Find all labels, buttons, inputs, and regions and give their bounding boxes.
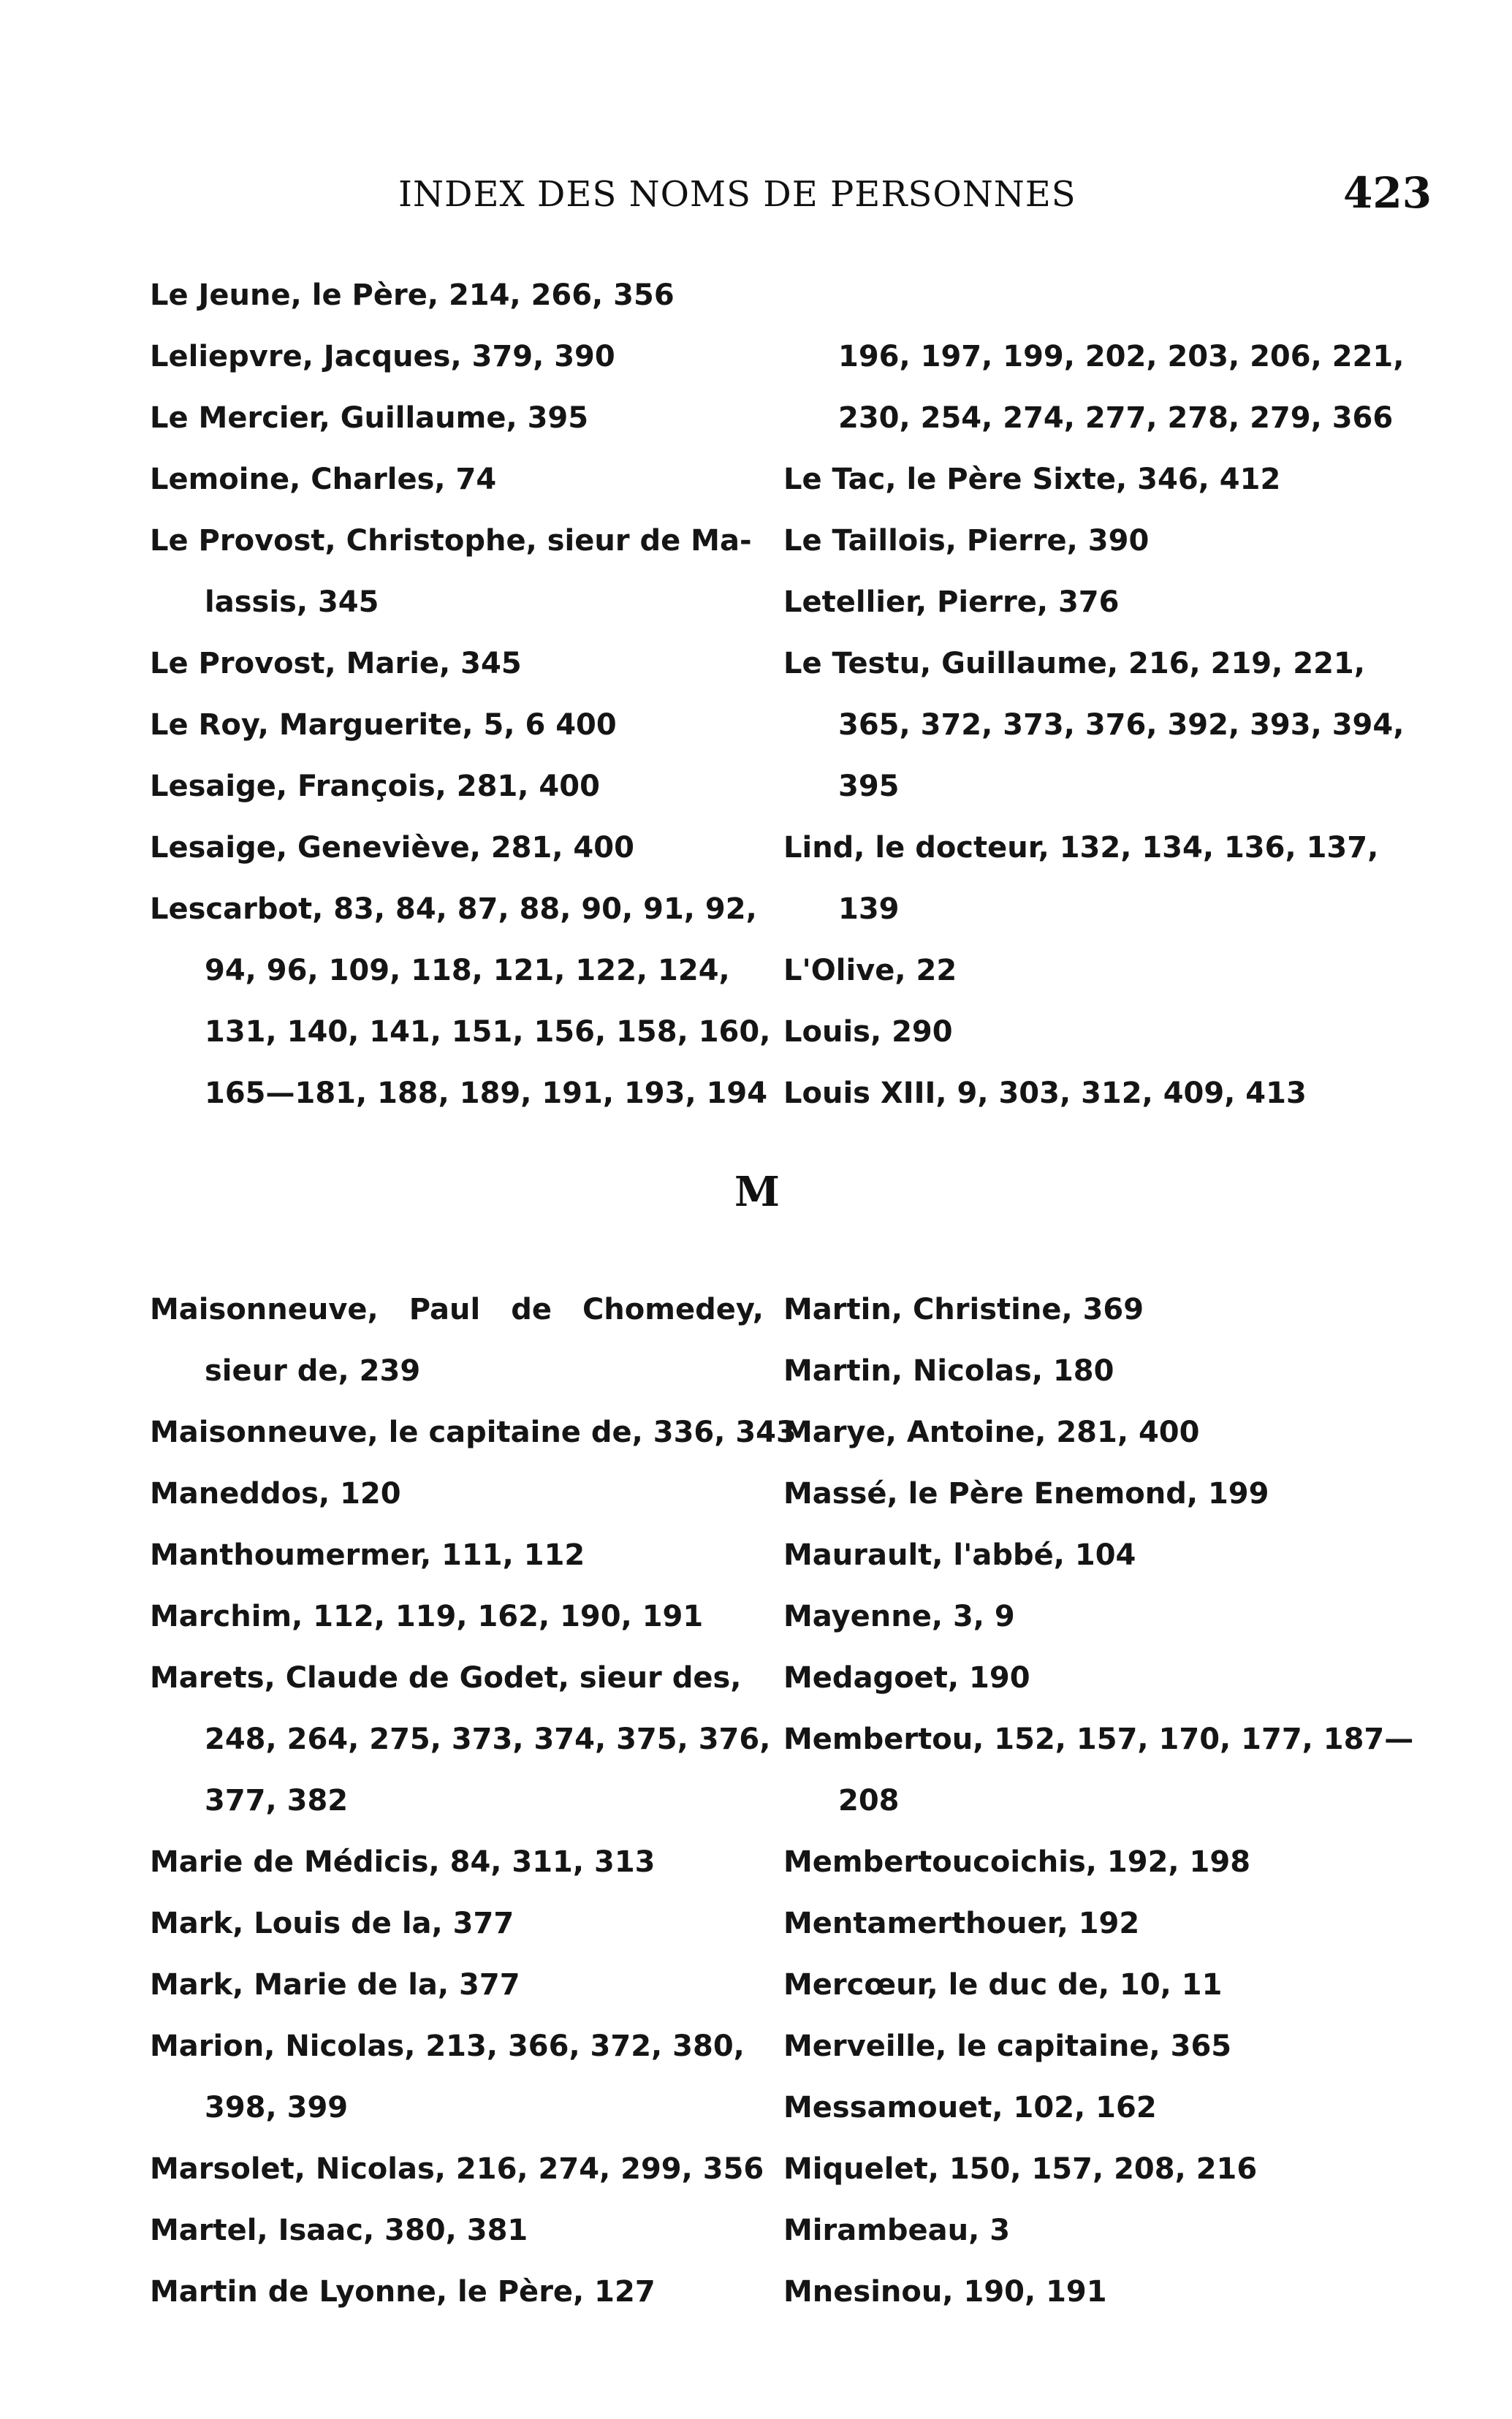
index-entry-continuation: 365, 372, 373, 376, 392, 393, 394, — [838, 708, 1405, 742]
index-entry: Maurault, l'abbé, 104 — [783, 1538, 1136, 1572]
index-entry: Maisonneuve, Paul de Chomedey, — [150, 1293, 764, 1326]
index-entry: Martel, Isaac, 380, 381 — [150, 2214, 528, 2247]
index-entry-continuation: 94, 96, 109, 118, 121, 122, 124, — [205, 954, 730, 987]
index-entry: Marets, Claude de Godet, sieur des, — [150, 1661, 742, 1695]
index-entry: Lescarbot, 83, 84, 87, 88, 90, 91, 92, — [150, 892, 757, 926]
index-entry: Le Provost, Marie, 345 — [150, 647, 522, 680]
index-column-right-m — [783, 1279, 1412, 2323]
index-entry: Louis XIII, 9, 303, 312, 409, 413 — [783, 1076, 1307, 1110]
index-entry: Mercœur, le duc de, 10, 11 — [783, 1968, 1223, 2002]
index-entry-continuation: 139 — [838, 892, 900, 926]
index-column-right-top — [783, 265, 1412, 1124]
index-entry: Martin, Christine, 369 — [783, 1293, 1144, 1326]
index-entry: Le Jeune, le Père, 214, 266, 356 — [150, 278, 675, 312]
index-entry: Le Tac, le Père Sixte, 346, 412 — [783, 463, 1281, 496]
index-entry: Marion, Nicolas, 213, 366, 372, 380, — [150, 2029, 745, 2063]
index-entry-continuation: 395 — [838, 770, 900, 803]
index-entry-continuation: 196, 197, 199, 202, 203, 206, 221, — [838, 340, 1405, 373]
index-entry: Membertoucoichis, 192, 198 — [783, 1845, 1251, 1879]
index-entry: Le Testu, Guillaume, 216, 219, 221, — [783, 647, 1365, 680]
index-entry: Maisonneuve, le capitaine de, 336, 343 — [150, 1416, 797, 1449]
running-title: INDEX DES NOMS DE PERSONNES — [398, 174, 1076, 215]
index-entry-continuation: 398, 399 — [205, 2091, 349, 2124]
index-entry — [783, 265, 1412, 326]
index-entry: Lemoine, Charles, 74 — [150, 463, 497, 496]
index-entry: Merveille, le capitaine, 365 — [783, 2029, 1232, 2063]
index-entry: Martin de Lyonne, le Père, 127 — [150, 2275, 656, 2309]
index-entry: Louis, 290 — [783, 1015, 953, 1049]
index-entry: Mirambeau, 3 — [783, 2214, 1011, 2247]
index-entry: Le Provost, Christophe, sieur de Ma- — [150, 524, 752, 558]
index-entry: Marchim, 112, 119, 162, 190, 191 — [150, 1600, 704, 1633]
index-entry-continuation: 377, 382 — [205, 1784, 349, 1818]
index-entry: Lind, le docteur, 132, 134, 136, 137, — [783, 831, 1379, 865]
index-entry-continuation: 230, 254, 274, 277, 278, 279, 366 — [838, 401, 1394, 435]
index-entry: Le Taillois, Pierre, 390 — [783, 524, 1150, 558]
index-entry-continuation: 248, 264, 275, 373, 374, 375, 376, — [205, 1723, 771, 1756]
index-entry: Massé, le Père Enemond, 199 — [783, 1477, 1269, 1511]
index-entry: Medagoet, 190 — [783, 1661, 1030, 1695]
index-entry: Marie de Médicis, 84, 311, 313 — [150, 1845, 656, 1879]
index-entry: Lesaige, Geneviève, 281, 400 — [150, 831, 634, 865]
index-entry: Mentamerthouer, 192 — [783, 1907, 1140, 1940]
index-entry: Le Roy, Marguerite, 5, 6 400 — [150, 708, 617, 742]
index-entry: Miquelet, 150, 157, 208, 216 — [783, 2152, 1258, 2186]
index-entry: Mark, Louis de la, 377 — [150, 1907, 514, 1940]
index-entry: Lesaige, François, 281, 400 — [150, 770, 600, 803]
index-entry: Messamouet, 102, 162 — [783, 2091, 1157, 2124]
index-entry: Mayenne, 3, 9 — [783, 1600, 1015, 1633]
index-entry-continuation: 208 — [838, 1784, 900, 1818]
index-entry: Marye, Antoine, 281, 400 — [783, 1416, 1200, 1449]
index-entry: Leliepvre, Jacques, 379, 390 — [150, 340, 615, 373]
index-entry: Martin, Nicolas, 180 — [783, 1354, 1114, 1388]
index-entry: Letellier, Pierre, 376 — [783, 585, 1120, 619]
index-entry-continuation: 165—181, 188, 189, 191, 193, 194 — [205, 1076, 768, 1110]
index-column-left-top — [150, 265, 771, 1124]
page-number: 423 — [1343, 168, 1432, 218]
index-column-left-m — [150, 1279, 797, 2323]
index-entry-continuation: lassis, 345 — [205, 585, 379, 619]
index-entry-continuation: sieur de, 239 — [205, 1354, 421, 1388]
index-entry: Mnesinou, 190, 191 — [783, 2275, 1107, 2309]
index-entry: Marsolet, Nicolas, 216, 274, 299, 356 — [150, 2152, 764, 2186]
index-entry-continuation: 131, 140, 141, 151, 156, 158, 160, — [205, 1015, 771, 1049]
section-letter: M — [734, 1168, 780, 1216]
index-entry: Maneddos, 120 — [150, 1477, 401, 1511]
index-entry: Membertou, 152, 157, 170, 177, 187— — [783, 1723, 1414, 1756]
index-entry: Mark, Marie de la, 377 — [150, 1968, 520, 2002]
index-entry: Le Mercier, Guillaume, 395 — [150, 401, 589, 435]
index-entry: Manthoumermer, 111, 112 — [150, 1538, 585, 1572]
index-entry: L'Olive, 22 — [783, 954, 957, 987]
